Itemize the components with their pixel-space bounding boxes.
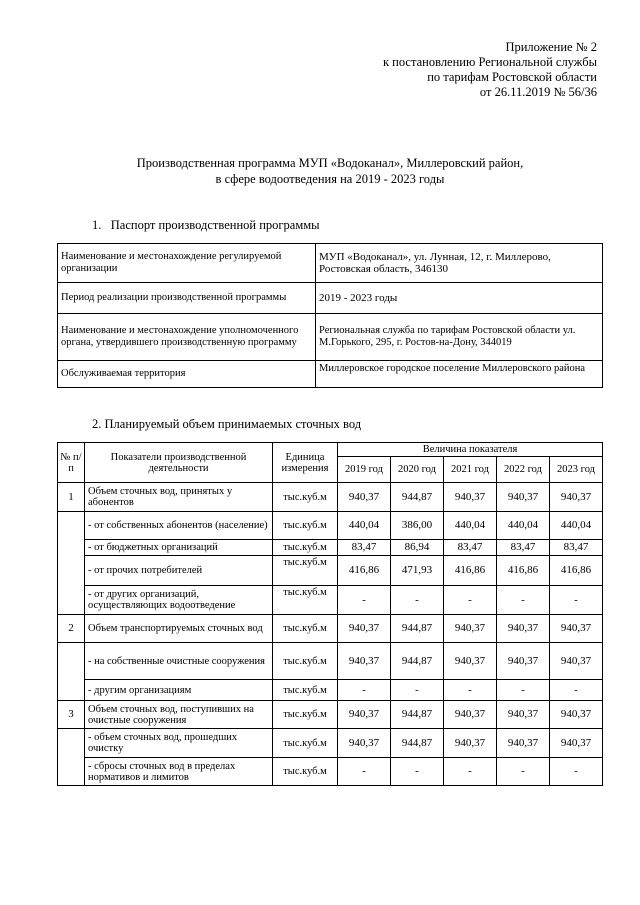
row-desc: - от собственных абонентов (население) — [85, 512, 273, 540]
section-1-heading — [92, 218, 320, 233]
row-value: 940,37 — [444, 729, 497, 758]
header-value: Величина показателя — [338, 443, 603, 457]
row-value: 386,00 — [391, 512, 444, 540]
table-row — [58, 512, 603, 540]
row-num — [58, 556, 85, 586]
row-num: 2 — [58, 615, 85, 643]
document-title — [60, 155, 600, 187]
table-row — [58, 556, 603, 586]
table-header-row — [58, 443, 603, 457]
passport-row — [58, 314, 603, 361]
row-unit: тыс.куб.м — [273, 615, 338, 643]
header-year: 2022 год — [497, 457, 550, 483]
section-number: 1. — [92, 218, 102, 232]
row-value: - — [550, 680, 603, 701]
row-value: - — [391, 586, 444, 615]
passport-value: Региональная служба по тарифам Ростовской области ул. М.Горького, 295, г. Ростов-на-Дону, 344019 — [316, 314, 603, 361]
row-value: 416,86 — [338, 556, 391, 586]
appendix-header — [297, 40, 597, 100]
row-value: 83,47 — [550, 540, 603, 556]
row-value: - — [550, 758, 603, 786]
row-num — [58, 680, 85, 701]
row-value: 83,47 — [497, 540, 550, 556]
row-value: 83,47 — [338, 540, 391, 556]
row-value: 416,86 — [444, 556, 497, 586]
row-value: 940,37 — [444, 615, 497, 643]
row-num — [58, 758, 85, 786]
row-value: 940,37 — [550, 701, 603, 729]
row-value: 940,37 — [338, 643, 391, 680]
row-value: 440,04 — [338, 512, 391, 540]
row-value: 416,86 — [497, 556, 550, 586]
title-line: в сфере водоотведения на 2019 - 2023 годы — [215, 172, 445, 186]
row-desc: - от других организаций, осуществляющих водоотведение — [85, 586, 273, 615]
row-value: - — [391, 758, 444, 786]
row-desc: - на собственные очистные сооружения — [85, 643, 273, 680]
row-num — [58, 540, 85, 556]
header-year: 2020 год — [391, 457, 444, 483]
row-value: 944,87 — [391, 643, 444, 680]
row-value: 940,37 — [497, 643, 550, 680]
row-unit: тыс.куб.м — [273, 540, 338, 556]
row-unit: тыс.куб.м — [273, 701, 338, 729]
header-year: 2019 год — [338, 457, 391, 483]
row-value: - — [497, 586, 550, 615]
row-num: 1 — [58, 483, 85, 512]
passport-label: Период реализации производственной программы — [58, 283, 316, 314]
row-num — [58, 512, 85, 540]
row-desc: - объем сточных вод, прошедших очистку — [85, 729, 273, 758]
row-value: - — [497, 758, 550, 786]
row-desc: - от прочих потребителей — [85, 556, 273, 586]
passport-label: Наименование и местонахождение уполномоченного органа, утвердившего производственную программу — [58, 314, 316, 361]
row-value: 940,37 — [550, 615, 603, 643]
row-unit: тыс.куб.м — [273, 556, 338, 586]
row-value: - — [338, 680, 391, 701]
header-num: № п/п — [58, 443, 85, 483]
row-num — [58, 586, 85, 615]
row-value: 944,87 — [391, 615, 444, 643]
row-value: 440,04 — [497, 512, 550, 540]
header-indicator: Показатели производственной деятельности — [85, 443, 273, 483]
row-unit: тыс.куб.м — [273, 758, 338, 786]
row-value: 940,37 — [444, 483, 497, 512]
row-value: 940,37 — [497, 615, 550, 643]
row-unit: тыс.куб.м — [273, 729, 338, 758]
section-title: Паспорт производственной программы — [110, 218, 320, 232]
table-row — [58, 758, 603, 786]
row-value: 940,37 — [550, 643, 603, 680]
row-value: 940,37 — [338, 701, 391, 729]
row-desc: Объем сточных вод, поступивших на очистные сооружения — [85, 701, 273, 729]
row-value: 471,93 — [391, 556, 444, 586]
row-unit: тыс.куб.м — [273, 643, 338, 680]
table-row — [58, 540, 603, 556]
passport-row — [58, 244, 603, 283]
row-value: 944,87 — [391, 701, 444, 729]
row-desc: - сбросы сточных вод в пределах нормативов и лимитов — [85, 758, 273, 786]
passport-value: 2019 - 2023 годы — [316, 283, 603, 314]
row-value: 440,04 — [444, 512, 497, 540]
row-value: - — [391, 680, 444, 701]
row-desc: Объем сточных вод, принятых у абонентов — [85, 483, 273, 512]
row-value: 940,37 — [550, 729, 603, 758]
table-row — [58, 701, 603, 729]
row-unit: тыс.куб.м — [273, 586, 338, 615]
row-value: - — [444, 758, 497, 786]
row-value: 440,04 — [550, 512, 603, 540]
row-value: 416,86 — [550, 556, 603, 586]
row-value: 940,37 — [338, 483, 391, 512]
wastewater-volume-table — [57, 442, 603, 786]
passport-value: Миллеровское городское поселение Миллеровского района — [316, 361, 603, 388]
row-num — [58, 729, 85, 758]
row-value: - — [444, 586, 497, 615]
row-value: 83,47 — [444, 540, 497, 556]
row-value: 940,37 — [338, 729, 391, 758]
passport-label: Наименование и местонахождение регулируемой организации — [58, 244, 316, 283]
row-value: - — [444, 680, 497, 701]
header-line: Приложение № 2 — [505, 40, 597, 54]
header-unit: Единица измерения — [273, 443, 338, 483]
row-value: - — [338, 586, 391, 615]
table-row — [58, 483, 603, 512]
header-line: по тарифам Ростовской области — [427, 70, 597, 84]
header-year: 2021 год — [444, 457, 497, 483]
row-unit: тыс.куб.м — [273, 483, 338, 512]
passport-label: Обслуживаемая территория — [58, 361, 316, 388]
table-row — [58, 615, 603, 643]
title-line: Производственная программа МУП «Водоканал», Миллеровский район, — [136, 156, 524, 170]
header-year: 2023 год — [550, 457, 603, 483]
row-value: 940,37 — [444, 643, 497, 680]
row-value: - — [497, 680, 550, 701]
table-row — [58, 729, 603, 758]
row-unit: тыс.куб.м — [273, 680, 338, 701]
row-value: 86,94 — [391, 540, 444, 556]
row-value: - — [550, 586, 603, 615]
row-value: - — [338, 758, 391, 786]
table-row — [58, 680, 603, 701]
passport-row — [58, 283, 603, 314]
row-value: 940,37 — [497, 701, 550, 729]
table-row — [58, 643, 603, 680]
row-num: 3 — [58, 701, 85, 729]
row-value: 940,37 — [444, 701, 497, 729]
row-value: 940,37 — [550, 483, 603, 512]
row-desc: Объем транспортируемых сточных вод — [85, 615, 273, 643]
passport-row — [58, 361, 603, 388]
row-num — [58, 643, 85, 680]
header-line: от 26.11.2019 № 56/36 — [479, 85, 597, 99]
row-value: 944,87 — [391, 483, 444, 512]
row-value: 940,37 — [338, 615, 391, 643]
row-desc: - от бюджетных организаций — [85, 540, 273, 556]
row-value: 940,37 — [497, 729, 550, 758]
section-2-heading: 2. Планируемый объем принимаемых сточных вод — [92, 417, 362, 431]
row-value: 944,87 — [391, 729, 444, 758]
table-row — [58, 586, 603, 615]
passport-value: МУП «Водоканал», ул. Лунная, 12, г. Миллерово, Ростовская область, 346130 — [316, 244, 603, 283]
passport-table — [57, 243, 603, 388]
row-unit: тыс.куб.м — [273, 512, 338, 540]
header-line: к постановлению Региональной службы — [382, 55, 597, 69]
row-desc: - другим организациям — [85, 680, 273, 701]
row-value: 940,37 — [497, 483, 550, 512]
